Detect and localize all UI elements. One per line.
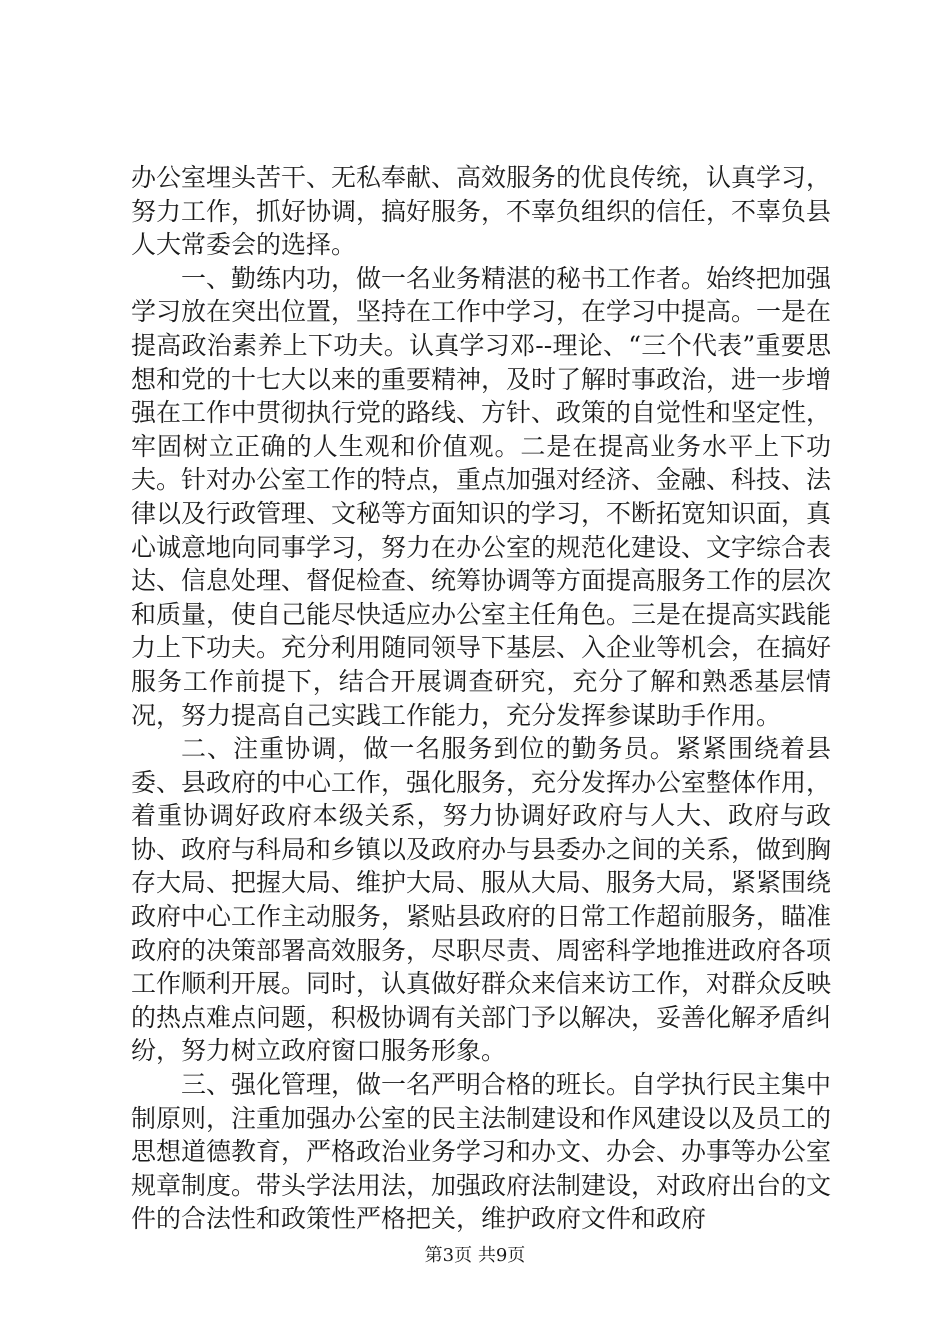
paragraph-continuation: 办公室埋头苦干、无私奉献、高效服务的优良传统，认真学习，努力工作，抓好协调，搞好服务，不辜负组织的信任，不辜负县人大常委会的选择。 (131, 163, 832, 260)
document-body (131, 161, 831, 1236)
page-number-footer: 第3页 共9页 (424, 1245, 526, 1266)
paragraph-section-two: 二、注重协调，做一名服务到位的勤务员。紧紧围绕着县委、县政府的中心工作，强化服务，充分发挥办公室整体作用，着重协调好政府本级关系，努力协调好政府与人大、政府与政协、政府与科局和乡镇以及政府办与县委办之间的关系，做到胸存大局、把握大局、维护大局、服从大局、服务大局，紧紧围绕政府中心工作主动服务，紧贴县政府的日常工作超前服务，瞄准政府的决策部署高效服务，尽职尽责、周密科学地推进政府各项工作顺利开展。同时，认真做好群众来信来访工作，对群众反映的热点难点问题，积极协调有关部门予以解决，妥善化解矛盾纠纷，努力树立政府窗口服务形象。 (131, 734, 832, 1066)
paragraph-section-three: 三、强化管理，做一名严明合格的班长。自学执行民主集中制原则，注重加强办公室的民主法制建设和作风建设以及员工的思想道德教育，严格政治业务学习和办文、办会、办事等办公室规章制度。带头学法用法，加强政府法制建设，对政府出台的文件的合法性和政策性严格把关，维护政府文件和政府 (131, 1070, 832, 1234)
paragraph-section-one: 一、勤练内功，做一名业务精湛的秘书工作者。始终把加强学习放在突出位置，坚持在工作中学习，在学习中提高。一是在提高政治素养上下功夫。认真学习邓--理论、“三个代表”重要思想和党的十七大以来的重要精神，及时了解时事政治，进一步增强在工作中贯彻执行党的路线、方针、政策的自觉性和坚定性，牢固树立正确的人生观和价值观。二是在提高业务水平上下功夫。针对办公室工作的特点，重点加强对经济、金融、科技、法律以及行政管理、文秘等方面知识的学习，不断拓宽知识面，真心诚意地向同事学习，努力在办公室的规范化建设、文字综合表达、信息处理、督促检查、统筹协调等方面提高服务工作的层次和质量，使自己能尽快适应办公室主任角色。三是在提高实践能力上下功夫。充分利用随同领导下基层、入企业等机会，在搞好服务工作前提下，结合开展调查研究，充分了解和熟悉基层情况，努力提高自己实践工作能力，充分发挥参谋助手作用。 (131, 263, 832, 730)
